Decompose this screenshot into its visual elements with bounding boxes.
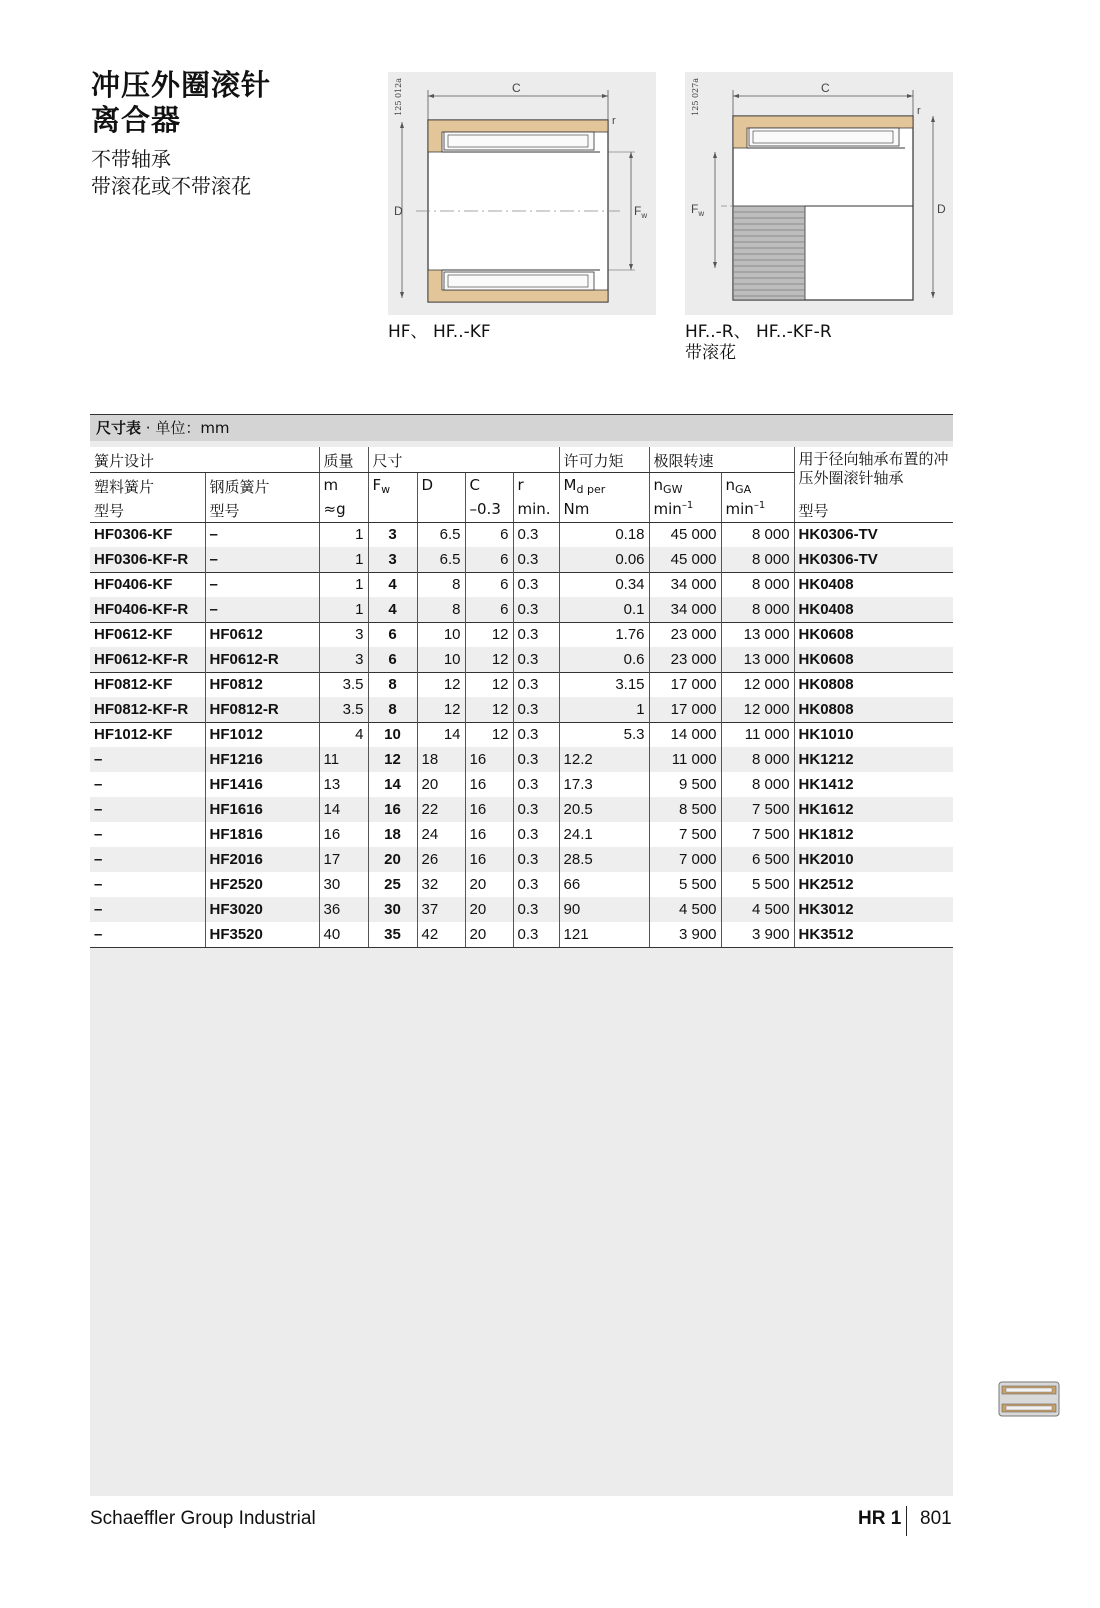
table-row	[90, 922, 953, 947]
header-nga	[721, 472, 794, 497]
cell-fw: 20	[368, 847, 417, 872]
cell-fw: 3	[368, 547, 417, 572]
cell-steel: HF1616	[205, 797, 319, 822]
header-speed: 极限转速	[649, 447, 794, 472]
unit-housing: 型号	[794, 497, 953, 522]
subtitle-line-1: 不带轴承	[91, 147, 171, 171]
cell-fw: 25	[368, 872, 417, 897]
cell-housing: HK1212	[794, 747, 953, 772]
cell-ngw: 4 500	[649, 897, 721, 922]
cell-plastic: HF0812-KF	[90, 672, 205, 697]
footer-section: HR 1	[858, 1508, 902, 1529]
footer-company: Schaeffler Group Industrial	[90, 1508, 316, 1529]
cell-torque: 121	[559, 922, 649, 947]
cell-mass: 3.5	[319, 697, 368, 722]
cell-nga: 7 500	[721, 797, 794, 822]
cell-fw: 16	[368, 797, 417, 822]
dim-r-label-2: r	[917, 105, 921, 117]
cell-torque: 0.1	[559, 597, 649, 622]
header-nga-sub: GA	[735, 482, 752, 496]
cell-mass: 14	[319, 797, 368, 822]
cell-housing: HK2512	[794, 872, 953, 897]
cell-d: 6.5	[417, 522, 465, 547]
cell-steel: HF1816	[205, 822, 319, 847]
unit-nga-sup: –1	[753, 500, 766, 511]
header-dims: 尺寸	[368, 447, 559, 472]
cell-d: 20	[417, 772, 465, 797]
unit-ngw	[649, 497, 721, 522]
cell-r: 0.3	[513, 672, 559, 697]
table-row	[90, 847, 953, 872]
table-row	[90, 597, 953, 622]
header-fw-main: F	[372, 475, 382, 494]
cell-mass: 1	[319, 597, 368, 622]
header-fw	[368, 472, 417, 497]
page-title	[91, 68, 271, 138]
cell-c: 16	[465, 772, 513, 797]
table-heading	[90, 414, 953, 441]
unit-type-plastic: 型号	[90, 497, 205, 522]
cell-nga: 13 000	[721, 622, 794, 647]
cell-nga: 12 000	[721, 672, 794, 697]
cell-housing: HK3512	[794, 922, 953, 947]
cell-plastic: –	[90, 797, 205, 822]
cell-d: 8	[417, 572, 465, 597]
dimension-table	[90, 447, 953, 948]
cell-housing: HK0306-TV	[794, 547, 953, 572]
cell-ngw: 34 000	[649, 572, 721, 597]
cell-ngw: 45 000	[649, 547, 721, 572]
dim-fw-label-2: F	[691, 202, 699, 216]
table-row	[90, 622, 953, 647]
cell-r: 0.3	[513, 772, 559, 797]
cell-torque: 12.2	[559, 747, 649, 772]
cell-housing: HK1812	[794, 822, 953, 847]
cell-d: 22	[417, 797, 465, 822]
cell-fw: 6	[368, 647, 417, 672]
cell-steel: –	[205, 522, 319, 547]
cell-mass: 40	[319, 922, 368, 947]
table-row	[90, 572, 953, 597]
cell-fw: 3	[368, 522, 417, 547]
cell-steel: HF0612-R	[205, 647, 319, 672]
cell-c: 6	[465, 547, 513, 572]
cell-r: 0.3	[513, 747, 559, 772]
cell-torque: 0.34	[559, 572, 649, 597]
cell-d: 8	[417, 597, 465, 622]
cell-nga: 8 000	[721, 522, 794, 547]
cell-fw: 35	[368, 922, 417, 947]
table-row	[90, 547, 953, 572]
cell-mass: 1	[319, 547, 368, 572]
cell-r: 0.3	[513, 797, 559, 822]
svg-text:Fw	[691, 202, 704, 218]
unit-type-steel: 型号	[205, 497, 319, 522]
unit-c: –0.3	[465, 497, 513, 522]
cell-ngw: 17 000	[649, 672, 721, 697]
header-c: C	[465, 472, 513, 497]
cell-r: 0.3	[513, 697, 559, 722]
cell-steel: HF1012	[205, 722, 319, 747]
figure-hf-r	[685, 72, 953, 315]
cell-steel: HF0812-R	[205, 697, 319, 722]
header-md-main: M	[563, 475, 577, 494]
header-md	[559, 472, 649, 497]
cell-torque: 1	[559, 697, 649, 722]
table-row	[90, 722, 953, 747]
header-fw-sub: w	[381, 482, 391, 496]
cell-steel: HF2016	[205, 847, 319, 872]
table-row	[90, 797, 953, 822]
subtitle-line-2: 带滚花或不带滚花	[91, 174, 251, 198]
cell-fw: 6	[368, 622, 417, 647]
dim-fw-label: F	[634, 204, 642, 218]
table-row	[90, 872, 953, 897]
cell-housing: HK0306-TV	[794, 522, 953, 547]
cell-mass: 11	[319, 747, 368, 772]
dim-d-label-2: D	[937, 202, 946, 216]
table-row	[90, 897, 953, 922]
cell-plastic: HF0306-KF	[90, 522, 205, 547]
cell-plastic: –	[90, 922, 205, 947]
cell-mass: 1	[319, 572, 368, 597]
cell-ngw: 45 000	[649, 522, 721, 547]
unit-r: min.	[513, 497, 559, 522]
table-heading-unit: · 单位：mm	[141, 419, 230, 437]
header-ngw-sub: GW	[663, 482, 683, 496]
cell-c: 12	[465, 697, 513, 722]
cell-ngw: 7 500	[649, 822, 721, 847]
unit-fw	[368, 497, 417, 522]
header-nga-main: n	[725, 475, 736, 494]
cell-mass: 36	[319, 897, 368, 922]
table-row	[90, 697, 953, 722]
cell-ngw: 7 000	[649, 847, 721, 872]
cell-steel: HF3020	[205, 897, 319, 922]
cell-torque: 0.18	[559, 522, 649, 547]
cell-r: 0.3	[513, 897, 559, 922]
cell-c: 20	[465, 897, 513, 922]
cell-c: 20	[465, 872, 513, 897]
cell-r: 0.3	[513, 622, 559, 647]
cell-nga: 7 500	[721, 822, 794, 847]
cell-c: 6	[465, 522, 513, 547]
cell-c: 6	[465, 572, 513, 597]
cell-r: 0.3	[513, 872, 559, 897]
cell-housing: HK1612	[794, 797, 953, 822]
header-plastic: 塑料簧片	[94, 477, 155, 496]
cell-ngw: 5 500	[649, 872, 721, 897]
cell-torque: 5.3	[559, 722, 649, 747]
cell-steel: HF1416	[205, 772, 319, 797]
cell-plastic: –	[90, 747, 205, 772]
cell-d: 14	[417, 722, 465, 747]
cell-d: 26	[417, 847, 465, 872]
cell-plastic: HF0812-KF-R	[90, 697, 205, 722]
table-row	[90, 772, 953, 797]
header-ngw-main: n	[653, 475, 664, 494]
cell-ngw: 11 000	[649, 747, 721, 772]
header-md-sub: d per	[576, 482, 606, 496]
cell-nga: 6 500	[721, 847, 794, 872]
unit-ngw-sup: –1	[681, 500, 694, 511]
cell-mass: 3	[319, 647, 368, 672]
cell-steel: HF2520	[205, 872, 319, 897]
cell-d: 12	[417, 672, 465, 697]
cell-nga: 4 500	[721, 897, 794, 922]
cell-nga: 5 500	[721, 872, 794, 897]
cell-housing: HK1010	[794, 722, 953, 747]
cell-plastic: HF0612-KF-R	[90, 647, 205, 672]
dim-c-label: C	[512, 81, 521, 95]
cell-mass: 4	[319, 722, 368, 747]
header-r: r	[513, 472, 559, 497]
cell-ngw: 3 900	[649, 922, 721, 947]
unit-ngw-main: min	[653, 500, 682, 518]
figure-hf-kf	[388, 72, 656, 315]
cell-c: 12	[465, 622, 513, 647]
cell-c: 12	[465, 647, 513, 672]
cell-steel: –	[205, 597, 319, 622]
title-line-1: 冲压外圈滚针	[91, 68, 272, 102]
cell-nga: 11 000	[721, 722, 794, 747]
cell-steel: HF3520	[205, 922, 319, 947]
cell-steel: –	[205, 572, 319, 597]
cell-plastic: –	[90, 897, 205, 922]
dim-d-label: D	[394, 204, 403, 218]
cell-housing: HK1412	[794, 772, 953, 797]
footer-divider	[906, 1506, 907, 1536]
cell-nga: 13 000	[721, 647, 794, 672]
cell-plastic: –	[90, 847, 205, 872]
dim-c-label-2: C	[821, 81, 830, 95]
cell-torque: 1.76	[559, 622, 649, 647]
header-d: D	[417, 472, 465, 497]
cell-nga: 3 900	[721, 922, 794, 947]
cell-mass: 16	[319, 822, 368, 847]
cell-ngw: 9 500	[649, 772, 721, 797]
cell-r: 0.3	[513, 522, 559, 547]
table-row	[90, 822, 953, 847]
cell-plastic: HF0406-KF	[90, 572, 205, 597]
header-torque: 许可力矩	[559, 447, 649, 472]
bearing-knurled-drawing	[685, 72, 953, 315]
cell-ngw: 8 500	[649, 797, 721, 822]
cell-plastic: HF0612-KF	[90, 622, 205, 647]
cell-steel: HF1216	[205, 747, 319, 772]
cell-c: 12	[465, 722, 513, 747]
cell-fw: 4	[368, 572, 417, 597]
cell-d: 12	[417, 697, 465, 722]
cell-c: 16	[465, 797, 513, 822]
header-mass: 质量	[319, 447, 368, 472]
cell-mass: 13	[319, 772, 368, 797]
cell-nga: 8 000	[721, 597, 794, 622]
cell-torque: 24.1	[559, 822, 649, 847]
cell-housing: HK0408	[794, 572, 953, 597]
cell-housing: HK0608	[794, 622, 953, 647]
cell-steel: HF0612	[205, 622, 319, 647]
cell-housing: HK0808	[794, 697, 953, 722]
cell-fw: 8	[368, 672, 417, 697]
cell-r: 0.3	[513, 547, 559, 572]
cell-nga: 8 000	[721, 772, 794, 797]
table-row	[90, 647, 953, 672]
footer-page-number: 801	[920, 1508, 952, 1529]
cell-fw: 10	[368, 722, 417, 747]
cell-plastic: HF0306-KF-R	[90, 547, 205, 572]
dim-r-label: r	[612, 115, 616, 127]
cell-r: 0.3	[513, 597, 559, 622]
figure-caption-1-line: HF、 HF..-KF	[388, 322, 491, 342]
cell-d: 18	[417, 747, 465, 772]
unit-nga	[721, 497, 794, 522]
cell-c: 16	[465, 747, 513, 772]
cell-d: 6.5	[417, 547, 465, 572]
cell-fw: 12	[368, 747, 417, 772]
figure-caption-1	[388, 322, 491, 343]
unit-m: ≈g	[319, 497, 368, 522]
unit-md: Nm	[559, 497, 649, 522]
cell-d: 10	[417, 647, 465, 672]
figure-code: 125 012a	[394, 78, 403, 116]
cell-r: 0.3	[513, 847, 559, 872]
cell-plastic: –	[94, 776, 103, 793]
cell-mass: 17	[319, 847, 368, 872]
cell-c: 16	[465, 822, 513, 847]
cell-plastic: –	[94, 826, 103, 843]
header-m: m	[319, 472, 368, 497]
cell-ngw: 23 000	[649, 622, 721, 647]
cell-c: 12	[465, 672, 513, 697]
cell-ngw: 23 000	[649, 647, 721, 672]
unit-nga-main: min	[725, 500, 754, 518]
figure-code-2: 125 027a	[691, 78, 700, 116]
cell-torque: 3.15	[559, 672, 649, 697]
cell-mass: 1	[319, 522, 368, 547]
cell-fw: 8	[368, 697, 417, 722]
cell-c: 16	[465, 847, 513, 872]
section-tab-icon	[998, 1380, 1060, 1418]
table-row	[90, 522, 953, 547]
dim-fw-sub: w	[641, 211, 648, 220]
cell-nga: 8 000	[721, 547, 794, 572]
cell-c: 6	[465, 597, 513, 622]
cell-d: 10	[417, 622, 465, 647]
cell-plastic: HF0406-KF-R	[90, 597, 205, 622]
cell-fw: 14	[368, 772, 417, 797]
cell-c: 20	[465, 922, 513, 947]
figure-caption-2-line-1: HF..-R、 HF..-KF-R	[685, 322, 832, 342]
cell-housing: HK3012	[794, 897, 953, 922]
table-row	[90, 672, 953, 697]
cell-torque: 17.3	[559, 772, 649, 797]
cell-plastic: HF1012-KF	[90, 722, 205, 747]
cell-ngw: 14 000	[649, 722, 721, 747]
cell-nga: 8 000	[721, 572, 794, 597]
cell-housing: HK0608	[794, 647, 953, 672]
table-heading-bold: 尺寸表	[96, 419, 142, 437]
cell-housing: HK0808	[794, 672, 953, 697]
cell-r: 0.3	[513, 722, 559, 747]
cell-mass: 3	[319, 622, 368, 647]
header-housing: 用于径向轴承布置的冲压外圈滚针轴承	[794, 447, 953, 497]
cell-r: 0.3	[513, 572, 559, 597]
cell-torque: 28.5	[559, 847, 649, 872]
page-subtitle	[91, 146, 251, 200]
cell-ngw: 17 000	[649, 697, 721, 722]
cell-torque: 66	[559, 872, 649, 897]
bearing-section-drawing	[388, 72, 656, 315]
cell-torque: 20.5	[559, 797, 649, 822]
cell-nga: 8 000	[721, 747, 794, 772]
cell-mass: 30	[319, 872, 368, 897]
header-row-units	[90, 497, 953, 522]
cell-r: 0.3	[513, 922, 559, 947]
cell-ngw: 34 000	[649, 597, 721, 622]
cell-d: 42	[417, 922, 465, 947]
cell-housing: HK0408	[794, 597, 953, 622]
header-ngw	[649, 472, 721, 497]
cell-torque: 90	[559, 897, 649, 922]
cell-fw: 4	[368, 597, 417, 622]
cell-torque: 0.6	[559, 647, 649, 672]
cell-plastic: –	[94, 876, 103, 893]
figure-caption-2	[685, 322, 832, 364]
cell-mass: 3.5	[319, 672, 368, 697]
table-body	[90, 522, 953, 947]
cell-r: 0.3	[513, 822, 559, 847]
cell-housing: HK2010	[794, 847, 953, 872]
cell-d: 24	[417, 822, 465, 847]
header-row-groups	[90, 447, 953, 472]
cell-fw: 18	[368, 822, 417, 847]
svg-text:Fw	[634, 204, 647, 220]
dim-fw-sub-2: w	[698, 209, 705, 218]
cell-steel: –	[205, 547, 319, 572]
cell-d: 32	[417, 872, 465, 897]
cell-steel: HF0812	[205, 672, 319, 697]
unit-d	[417, 497, 465, 522]
cell-fw: 30	[368, 897, 417, 922]
title-line-2: 离合器	[91, 103, 182, 137]
header-spring: 簧片设计	[90, 447, 319, 472]
cell-nga: 12 000	[721, 697, 794, 722]
table-row	[90, 747, 953, 772]
cell-r: 0.3	[513, 647, 559, 672]
cell-d: 37	[417, 897, 465, 922]
cell-torque: 0.06	[559, 547, 649, 572]
figure-caption-2-line-2: 带滚花	[685, 343, 736, 363]
header-steel: 钢质簧片	[205, 472, 319, 497]
